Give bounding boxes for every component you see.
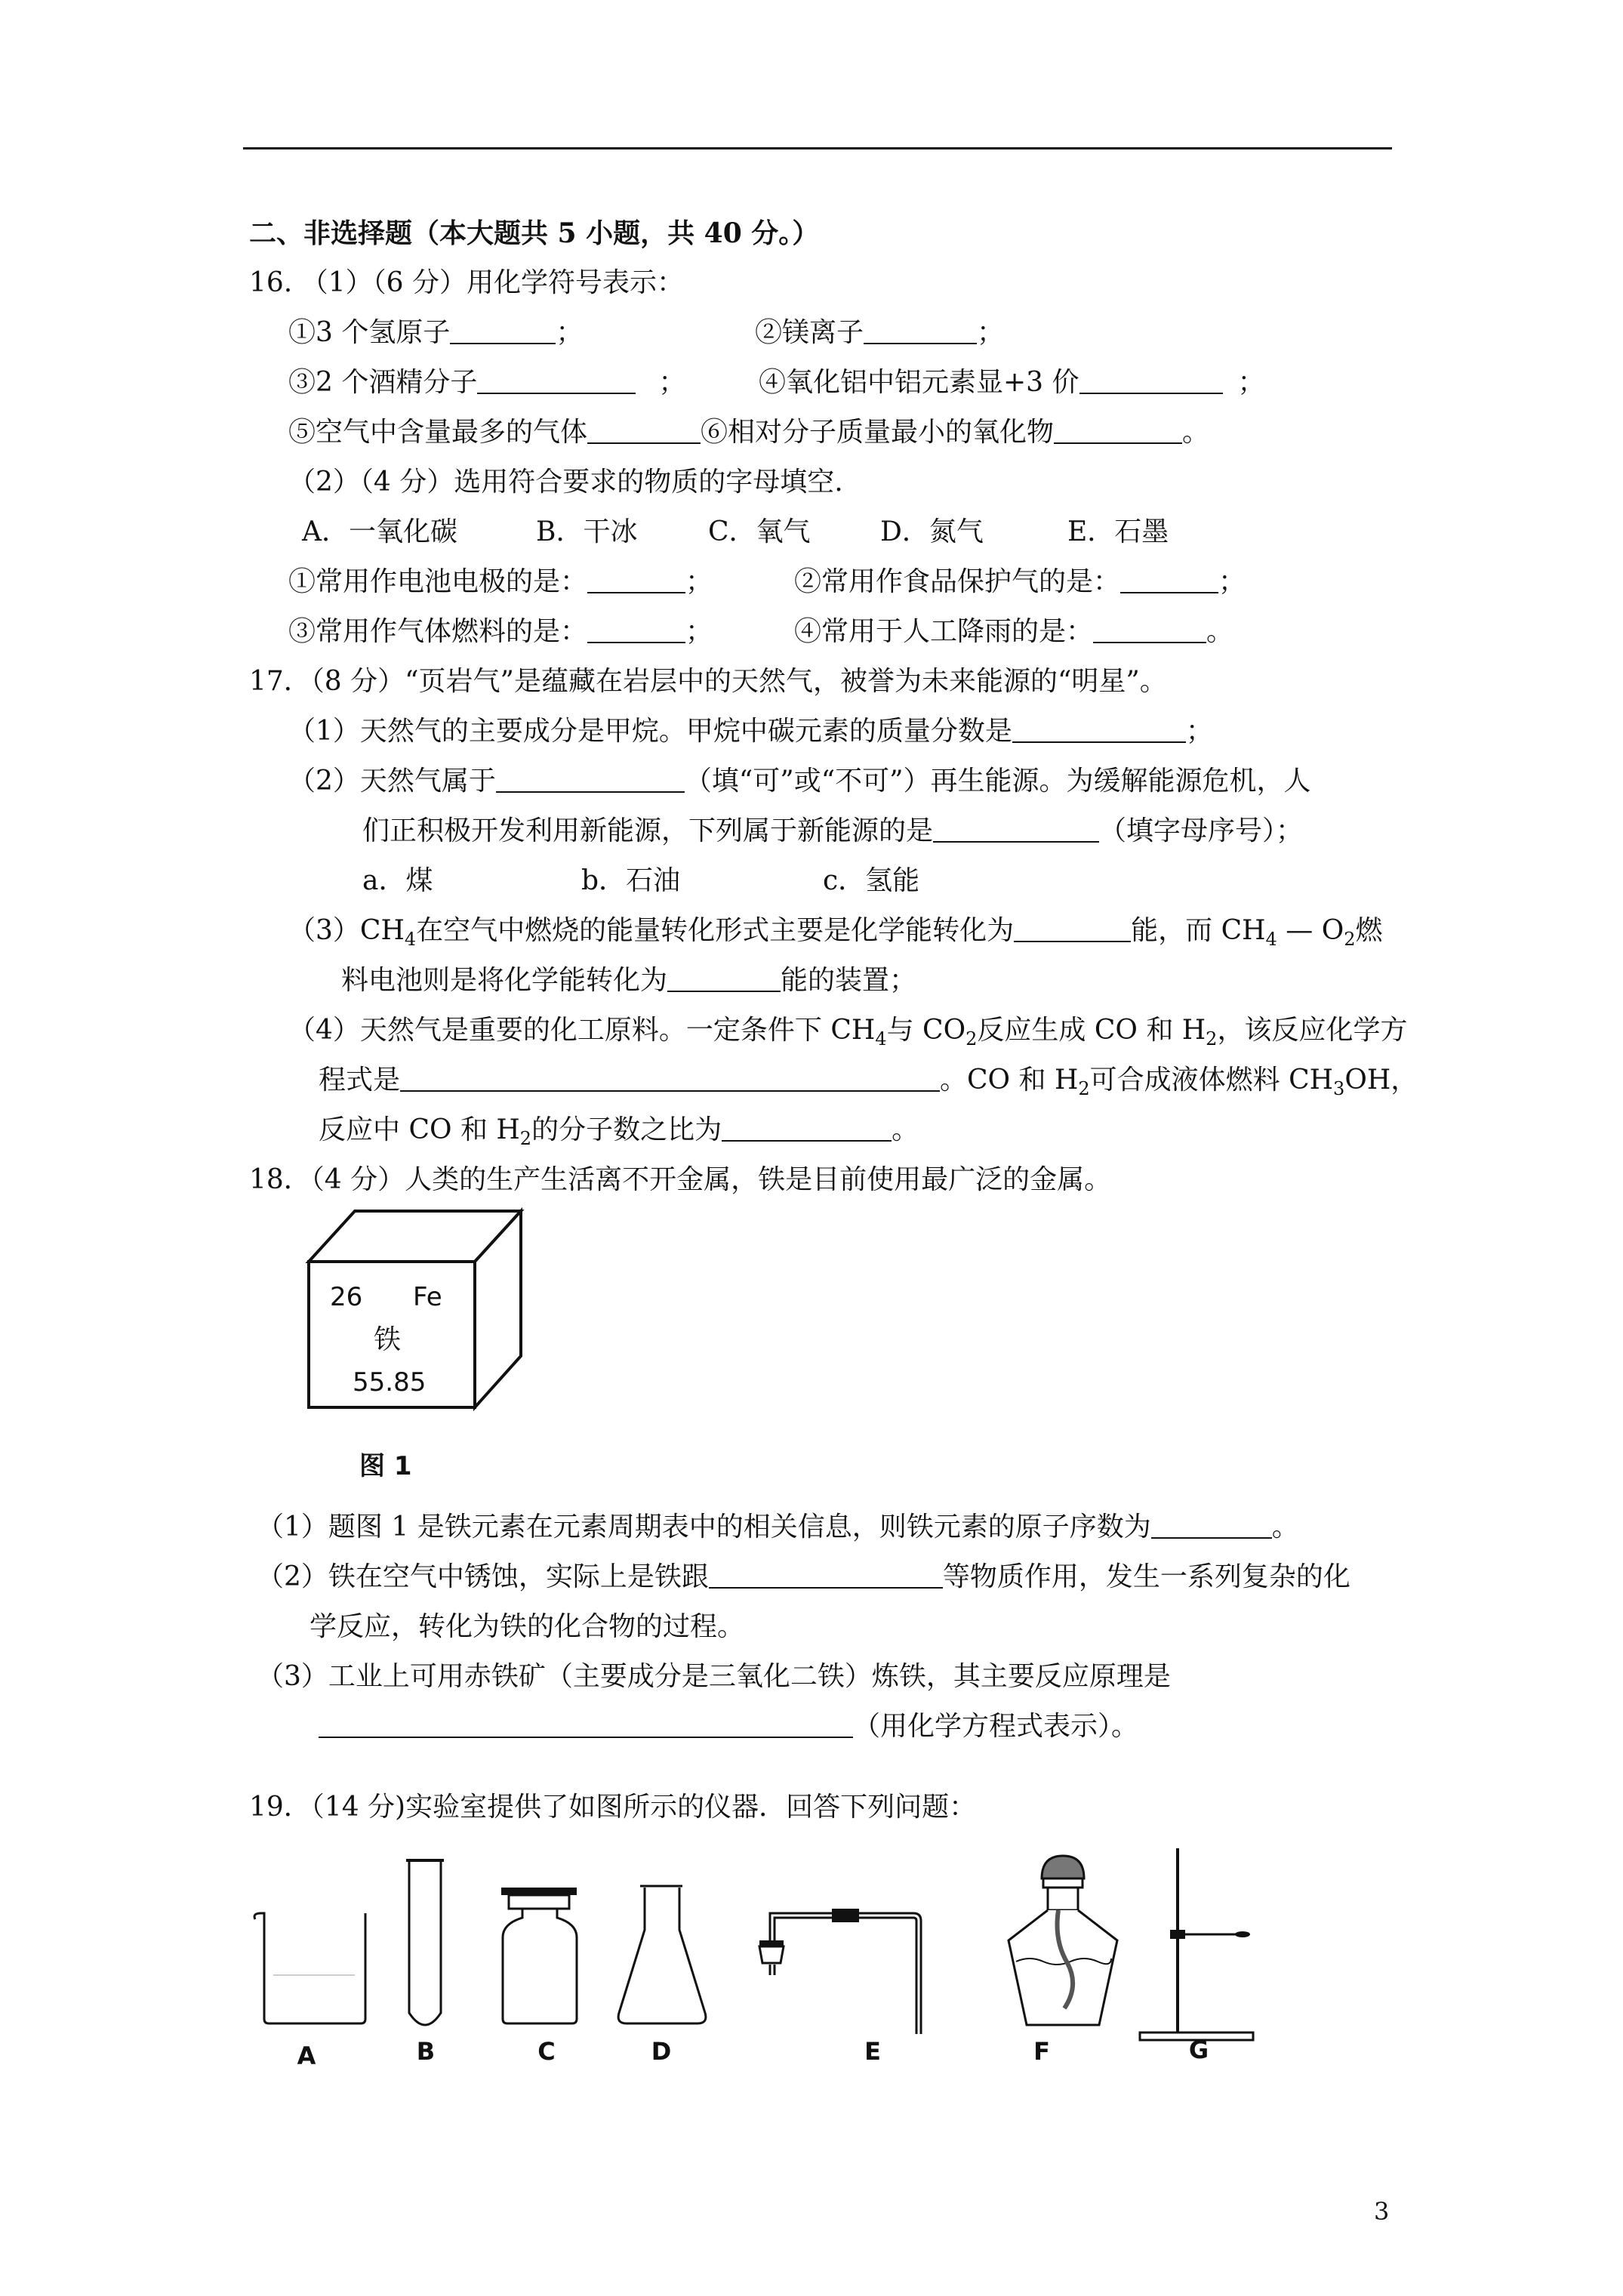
element-mass: 55.85 [353,1367,427,1398]
q17-p4f-text: 。CO 和 H [940,1065,1079,1096]
q16-item-5-6 [288,415,1209,451]
q17-p4i-text: 反应中 CO 和 H [319,1114,520,1145]
stopper-delivery-tube-icon [759,1909,921,2034]
q18-p2-line1 [257,1559,1350,1595]
iron-stand-icon [1140,1848,1253,2040]
q17-p2d-text: （填字母序号）； [1099,815,1304,846]
q18-stem: 18．（4 分）人类的生产生活离不开金属，铁是目前使用最广泛的金属。 [249,1164,1112,1195]
q16-item-2-text: ②镁离子 [755,317,864,348]
apparatus-label-e: E [864,2037,881,2066]
q16-p2-item-1 [288,564,713,600]
q16-part2-stem: （2）（4 分）选用符合要求的物质的字母填空. [288,467,843,498]
answer-blank[interactable] [1054,415,1182,444]
answer-blank[interactable] [1079,365,1223,394]
period: 。 [1206,616,1234,647]
semicolon: ； [556,317,584,348]
semicolon: ； [658,367,686,398]
figure-caption: 图 1 [359,1451,412,1481]
q17-p4h-text: OH， [1344,1065,1418,1096]
q18-p2a-text: （2）铁在空气中锈蚀，实际上是铁跟 [257,1561,709,1592]
q17-p4e-text: 程式是 [319,1065,401,1096]
q17-p2-line2 [362,813,1303,849]
q17-p3d-text: — O [1277,915,1344,946]
subscript: 2 [965,1028,978,1050]
q16-option-c: C．氧气 [708,516,811,547]
q16-option-a: A．一氧化碳 [302,516,457,547]
element-name: 铁 [374,1324,402,1355]
q17-p3b-text: 在空气中燃烧的能量转化形式主要是化学能转化为 [416,915,1015,946]
beaker-icon [254,1913,365,2023]
q16-option-e: E．石墨 [1067,516,1169,547]
alcohol-lamp-icon [1009,1856,1117,2025]
q17-p4c-text: 反应生成 CO 和 H [977,1015,1206,1046]
q17-p3-line1 [288,913,1383,957]
q17-p2b-text: （填“可”或“不可”）再生能源。为缓解能源危机，人 [684,766,1311,797]
q17-p1-text: （1）天然气的主要成分是甲烷。甲烷中碳元素的质量分数是 [288,716,1012,747]
answer-blank[interactable] [319,1709,853,1738]
q17-p3f-text: 料电池则是将化学能转化为 [341,965,668,996]
q18-p1-text: （1）题图 1 是铁元素在元素周期表中的相关信息，则铁元素的原子序数为 [257,1512,1151,1542]
apparatus-label-b: B [416,2037,436,2066]
answer-blank[interactable] [1014,914,1131,942]
conical-flask-icon [618,1886,706,2023]
semicolon: ； [1185,716,1213,747]
answer-blank[interactable] [709,1560,943,1589]
answer-blank[interactable] [496,764,685,793]
q18-p2b-text: 等物质作用，发生一系列复杂的化 [942,1561,1350,1592]
q17-p3a-text: （3）CH [288,915,405,946]
q17-p3g-text: 能的装置； [781,965,917,996]
subscript: 3 [1333,1078,1345,1100]
element-card-figure [298,1205,532,1416]
q17-p4d-text: ，该反应化学方 [1217,1015,1408,1046]
subscript: 2 [1206,1028,1218,1050]
q16-item-5-text: ⑤空气中含量最多的气体 [288,417,588,448]
q17-p4-line2 [319,1062,1418,1107]
q18-p1 [257,1509,1299,1546]
q16-item-6-text: ⑥相对分子质量最小的氧化物 [701,417,1055,448]
q17-p1 [288,713,1213,750]
subscript: 2 [1344,929,1356,951]
semicolon: ； [685,566,713,597]
q16-p2-item-2 [794,564,1246,600]
q16-p2-item-1-text: ①常用作电池电极的是： [288,566,588,597]
period: 。 [1271,1512,1299,1542]
answer-blank[interactable] [477,365,636,394]
q17-p4-line1 [288,1012,1407,1057]
apparatus-label-a: A [297,2042,316,2070]
test-tube-icon [406,1860,444,2025]
section-title: 二、非选择题（本大题共 5 小题，共 40 分。） [249,217,820,249]
q16-p2-item-4-text: ④常用于人工降雨的是： [794,616,1094,647]
answer-blank[interactable] [864,316,977,344]
semicolon: ； [1218,566,1246,597]
subscript: 4 [1265,929,1277,951]
answer-blank[interactable] [587,615,685,643]
q19-stem: 19．（14 分)实验室提供了如图所示的仪器．回答下列问题： [249,1792,977,1823]
period: 。 [1182,417,1210,448]
answer-blank[interactable] [587,415,701,444]
answer-blank[interactable] [587,565,685,593]
q16-p2-item-3-text: ③常用作气体燃料的是： [288,616,588,647]
q17-p2-line1 [288,763,1311,800]
header-rule [243,147,1392,149]
lab-apparatus-figure [242,1835,1276,2076]
q18-p3-line1: （3）工业上可用赤铁矿（主要成分是三氧化二铁）炼铁，其主要反应原理是 [257,1661,1171,1692]
q16-p2-item-4 [794,614,1233,650]
subscript: 2 [1078,1078,1090,1100]
q16-item-1 [288,315,583,351]
q16-item-4-text: ④氧化铝中铝元素显+3 价 [759,367,1079,398]
answer-blank[interactable] [400,1063,940,1092]
answer-blank[interactable] [1012,714,1186,743]
semicolon: ； [1237,367,1265,398]
answer-blank[interactable] [1120,565,1218,593]
q17-p4-line3 [319,1112,919,1157]
apparatus-label-c: C [537,2037,556,2066]
page-number: 3 [1374,2197,1390,2226]
q16-option-d: D．氮气 [880,516,984,547]
q16-item-2 [755,315,1004,351]
q17-p3-line2 [341,963,916,999]
q17-p4b-text: 与 CO [886,1015,966,1046]
q18-p2-line2: 学反应，转化为铁的化合物的过程。 [310,1611,745,1642]
apparatus-label-d: D [651,2037,672,2066]
q18-p3-line2 [319,1709,1138,1745]
semicolon: ； [977,317,1005,348]
q16-p2-item-2-text: ②常用作食品保护气的是： [794,566,1121,597]
q16-stem: 16. （1）（6 分）用化学符号表示： [249,267,684,298]
q17-p2-option-b: b．石油 [581,865,681,896]
element-number: 26 [330,1282,363,1312]
apparatus-label-f: F [1033,2037,1050,2066]
q17-p2-option-a: a．煤 [362,865,433,896]
q16-item-3 [288,365,685,401]
period: 。 [892,1114,919,1145]
q17-stem: 17．（8 分）“页岩气”是蕴藏在岩层中的天然气，被誉为未来能源的“明星”。 [249,666,1167,697]
q16-item-1-text: ①3 个氢原子 [288,317,451,348]
answer-blank[interactable] [667,963,781,992]
q16-p2-item-3 [288,614,713,650]
apparatus-label-g: G [1188,2036,1209,2064]
q16-option-b: B．干冰 [536,516,638,547]
subscript: 2 [519,1128,532,1150]
answer-blank[interactable] [1151,1510,1272,1539]
reagent-bottle-icon [501,1888,577,2023]
q17-p3c-text: 能，而 CH [1131,915,1266,946]
q17-p2-option-c: c．氢能 [823,865,920,896]
q17-p2a-text: （2）天然气属于 [288,766,496,797]
answer-blank[interactable] [450,316,556,344]
answer-blank[interactable] [722,1113,892,1142]
element-symbol: Fe [413,1282,442,1312]
subscript: 4 [404,929,417,951]
q17-p2c-text: 们正积极开发利用新能源，下列属于新能源的是 [362,815,934,846]
answer-blank[interactable] [933,814,1099,843]
q17-p4j-text: 的分子数之比为 [531,1114,722,1145]
q18-p3b-text: （用化学方程式表示）。 [853,1711,1139,1742]
q17-p4g-text: 可合成液体燃料 CH [1089,1065,1334,1096]
q16-item-4 [759,365,1265,401]
q17-p4a-text: （4）天然气是重要的化工原料。一定条件下 CH [288,1015,876,1046]
answer-blank[interactable] [1093,615,1206,643]
q17-p3e-text: 燃 [1355,915,1383,946]
semicolon: ； [685,616,713,647]
subscript: 4 [875,1028,887,1050]
q16-item-3-text: ③2 个酒精分子 [288,367,478,398]
